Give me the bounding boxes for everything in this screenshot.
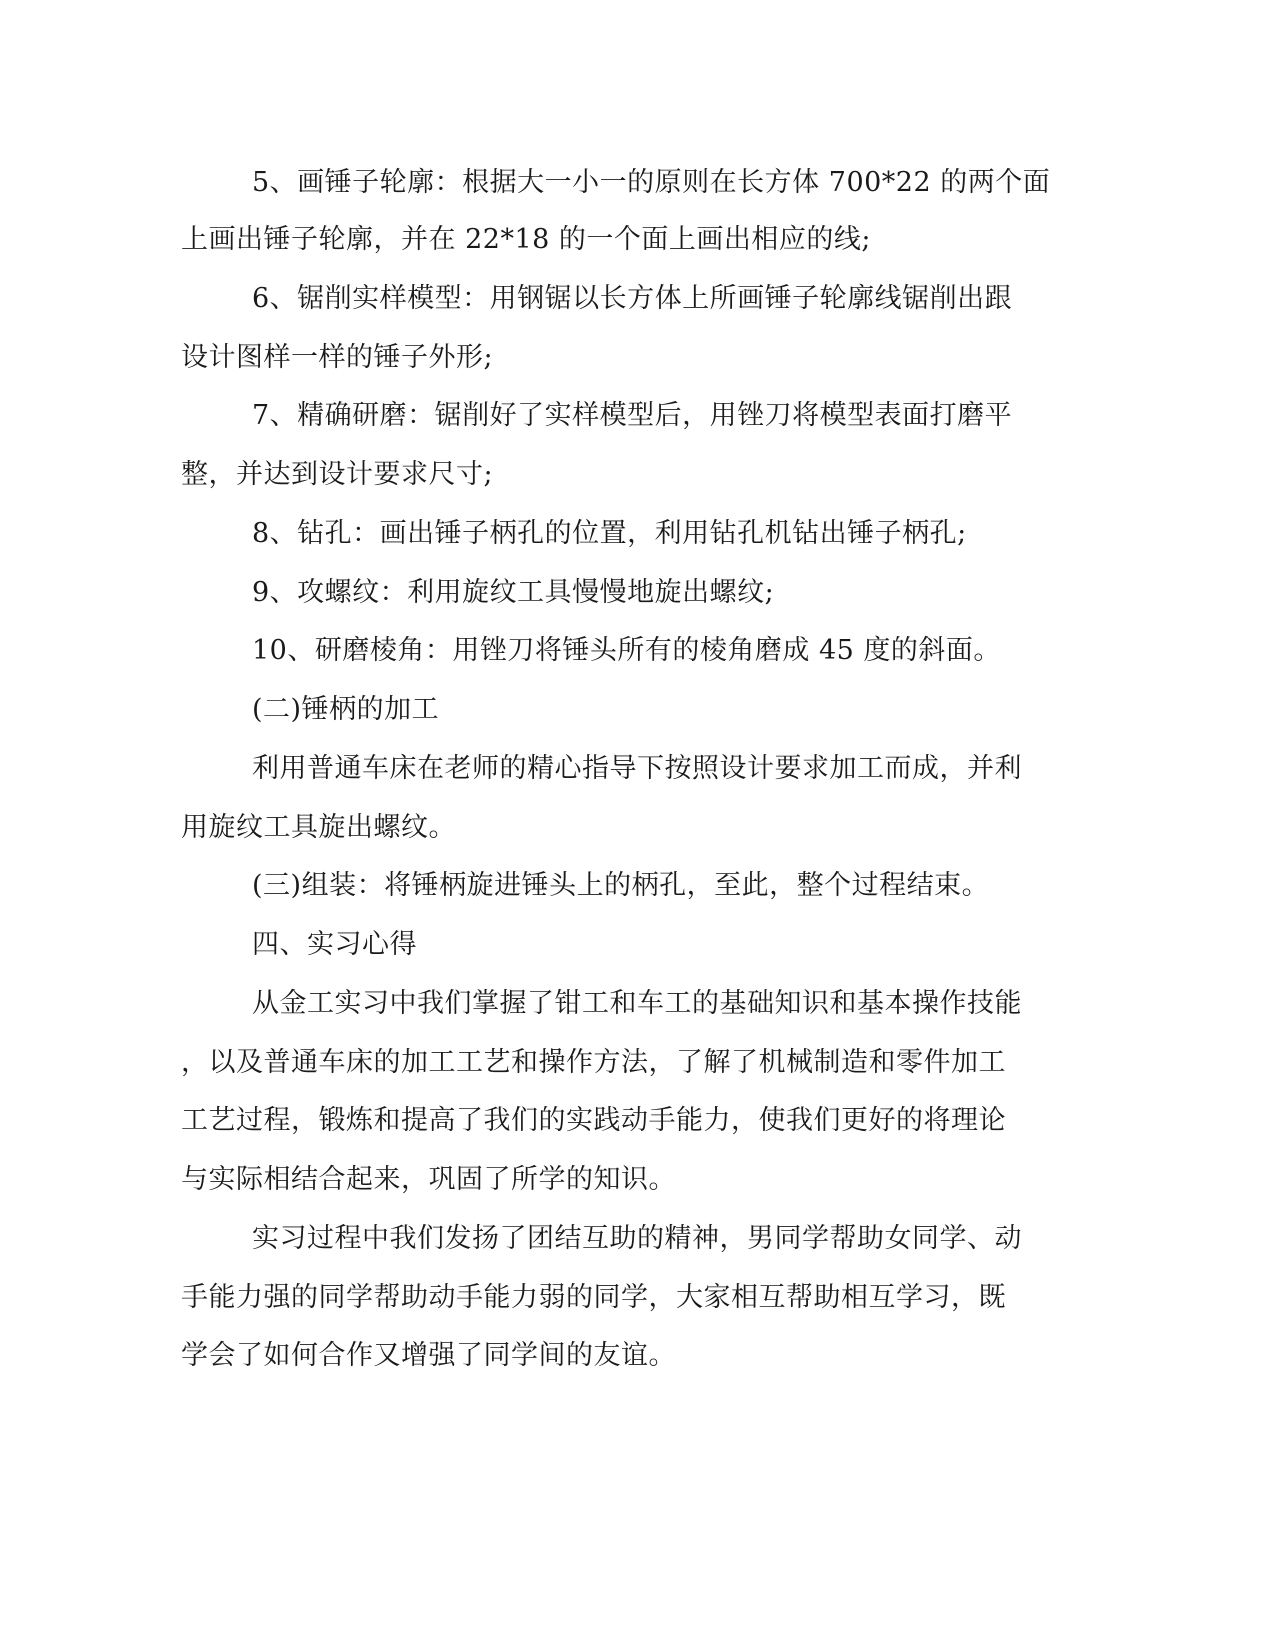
section-heading: (三)组装：将锤柄旋进锤头上的柄孔，至此，整个过程结束。 (252, 870, 990, 901)
section-heading: 四、实习心得 (252, 929, 417, 960)
text-line: 工艺过程，锻炼和提高了我们的实践动手能力，使我们更好的将理论 (181, 1105, 1006, 1136)
text-line: 实习过程中我们发扬了团结互助的精神，男同学帮助女同学、动 (252, 1223, 1022, 1254)
text-line: 10、研磨棱角：用锉刀将锤头所有的棱角磨成 45 度的斜面。 (252, 635, 1001, 666)
text-line: ，以及普通车床的加工工艺和操作方法，了解了机械制造和零件加工 (181, 1047, 1006, 1078)
text-line: 整，并达到设计要求尺寸; (181, 459, 494, 490)
text-line: 6、锯削实样模型：用钢锯以长方体上所画锤子轮廓线锯削出跟 (252, 283, 1013, 314)
text-line: 利用普通车床在老师的精心指导下按照设计要求加工而成，并利 (252, 753, 1022, 784)
text-line: 9、攻螺纹：利用旋纹工具慢慢地旋出螺纹; (252, 577, 775, 608)
text-line: 设计图样一样的锤子外形; (181, 342, 494, 373)
text-line: 与实际相结合起来，巩固了所学的知识。 (181, 1164, 676, 1195)
text-line: 7、精确研磨：锯削好了实样模型后，用锉刀将模型表面打磨平 (252, 400, 1013, 431)
section-heading: (二)锤柄的加工 (252, 694, 440, 725)
text-line: 用旋纹工具旋出螺纹。 (181, 812, 456, 843)
text-line: 从金工实习中我们掌握了钳工和车工的基础知识和基本操作技能 (252, 988, 1022, 1019)
text-line: 上画出锤子轮廓，并在 22*18 的一个面上画出相应的线; (181, 224, 871, 255)
text-line: 学会了如何合作又增强了同学间的友谊。 (181, 1340, 676, 1371)
text-line: 手能力强的同学帮助动手能力弱的同学，大家相互帮助相互学习，既 (181, 1282, 1006, 1313)
text-line: 5、画锤子轮廓：根据大一小一的原则在长方体 700*22 的两个面 (252, 167, 1051, 198)
text-line: 8、钻孔：画出锤子柄孔的位置，利用钻孔机钻出锤子柄孔; (252, 518, 967, 549)
